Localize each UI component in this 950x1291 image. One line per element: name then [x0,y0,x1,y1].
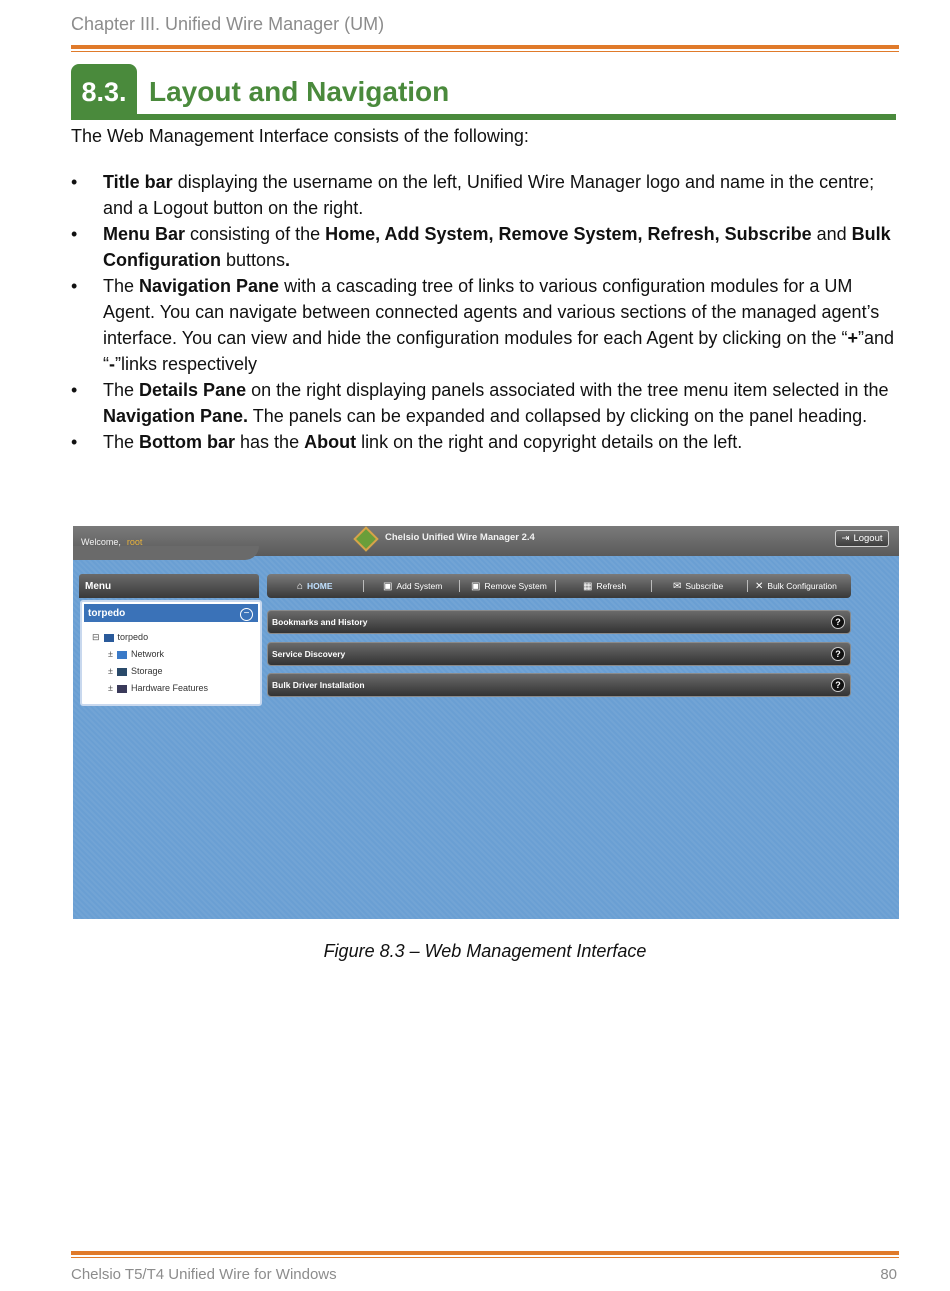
toolbar-divider [555,580,556,592]
bullet-list [71,169,899,455]
intro-text: The Web Management Interface consists of the following: [71,126,529,146]
help-icon[interactable]: ? [831,615,845,629]
hardware-icon [117,685,127,693]
help-icon[interactable]: ? [831,678,845,692]
plus-icon: ± [108,666,113,676]
tree-item-storage[interactable]: ± Storage [108,666,163,676]
home-icon: ⌂ [297,580,304,592]
collapse-icon[interactable]: − [240,608,253,621]
subscribe-button[interactable]: ✉ Subscribe [673,580,724,592]
logout-icon: ⇥ [841,533,850,544]
footer-title: Chelsio T5/T4 Unified Wire for Windows [71,1266,337,1283]
plus-icon: ± [108,649,113,659]
toolbar-divider [747,580,748,592]
header-rule [71,45,899,49]
toolbar-divider [363,580,364,592]
bullet-bottom-bar: • The Bottom bar has the About link on the right and copyright details on the left. [71,429,899,455]
network-icon [117,651,127,659]
footer-rule [71,1251,899,1255]
toolbar-divider [459,580,460,592]
envelope-icon: ✉ [673,580,682,592]
panel-bookmarks-history[interactable]: Bookmarks and History ? [267,610,851,634]
help-icon[interactable]: ? [831,647,845,661]
remove-system-button[interactable]: ▣ Remove System [471,580,547,592]
add-system-icon: ▣ [383,580,393,592]
figure-caption: Figure 8.3 – Web Management Interface [323,941,647,961]
username: root [126,537,143,547]
storage-icon [117,668,127,676]
tools-icon: ✕ [755,580,764,592]
tree-item-network[interactable]: ± Network [108,649,164,659]
header-rule-thin [71,51,899,52]
nav-pane-header[interactable]: torpedo [84,604,258,622]
welcome-text: Welcome, root [81,537,143,547]
minus-icon: ⊟ [92,632,100,642]
tree-item-torpedo[interactable]: ⊟ torpedo [92,632,149,642]
bullet-title-bar: • Title bar displaying the username on the left, Unified Wire Manager logo and name in the centre; and a Logout button on the right. [71,169,899,221]
app-name: Chelsio Unified Wire Manager 2.4 [385,532,535,543]
refresh-icon: ▦ [583,580,593,592]
refresh-button[interactable]: ▦ Refresh [583,580,627,592]
bullet-menu-bar: • Menu Bar consisting of the Home, Add System, Remove System, Refresh, Subscribe and Bulk Configuration buttons. [71,221,899,273]
section-title: Layout and Navigation [149,76,450,107]
page-number: 80 [880,1266,897,1283]
menu-header: Menu [79,574,259,598]
section-number: 8.3. [71,64,137,120]
plus-icon: ± [108,683,113,693]
computer-icon [104,634,114,642]
section-rule [71,114,896,120]
add-system-button[interactable]: ▣ Add System [383,580,443,592]
navigation-pane [80,600,262,706]
remove-system-icon: ▣ [471,580,481,592]
title-bar-tab [73,546,259,560]
panel-service-discovery[interactable]: Service Discovery ? [267,642,851,666]
menu-bar [267,574,851,598]
bulk-configuration-button[interactable]: ✕ Bulk Configuration [755,580,837,592]
home-button[interactable]: ⌂ HOME [297,580,333,592]
bullet-details-pane: • The Details Pane on the right displaying panels associated with the tree menu item selected in the Navigation Pane. The panels can be expanded and collapsed by clicking on the panel heading. [71,377,899,429]
bullet-navigation-pane: • The Navigation Pane with a cascading tree of links to various configuration modules for a UM Agent. You can navigate between connected agents and various sections of the managed agent’s interface. You can view and hide the configuration modules for each Agent by clicking on the “+”and “-”links respectively [71,273,899,377]
logout-button[interactable]: ⇥ Logout [835,530,889,547]
chapter-header: Chapter III. Unified Wire Manager (UM) [71,14,385,34]
panel-bulk-driver-installation[interactable]: Bulk Driver Installation ? [267,673,851,697]
tree-item-hardware[interactable]: ± Hardware Features [108,683,208,693]
footer-rule-thin [71,1257,899,1258]
web-interface-screenshot [73,526,899,919]
toolbar-divider [651,580,652,592]
